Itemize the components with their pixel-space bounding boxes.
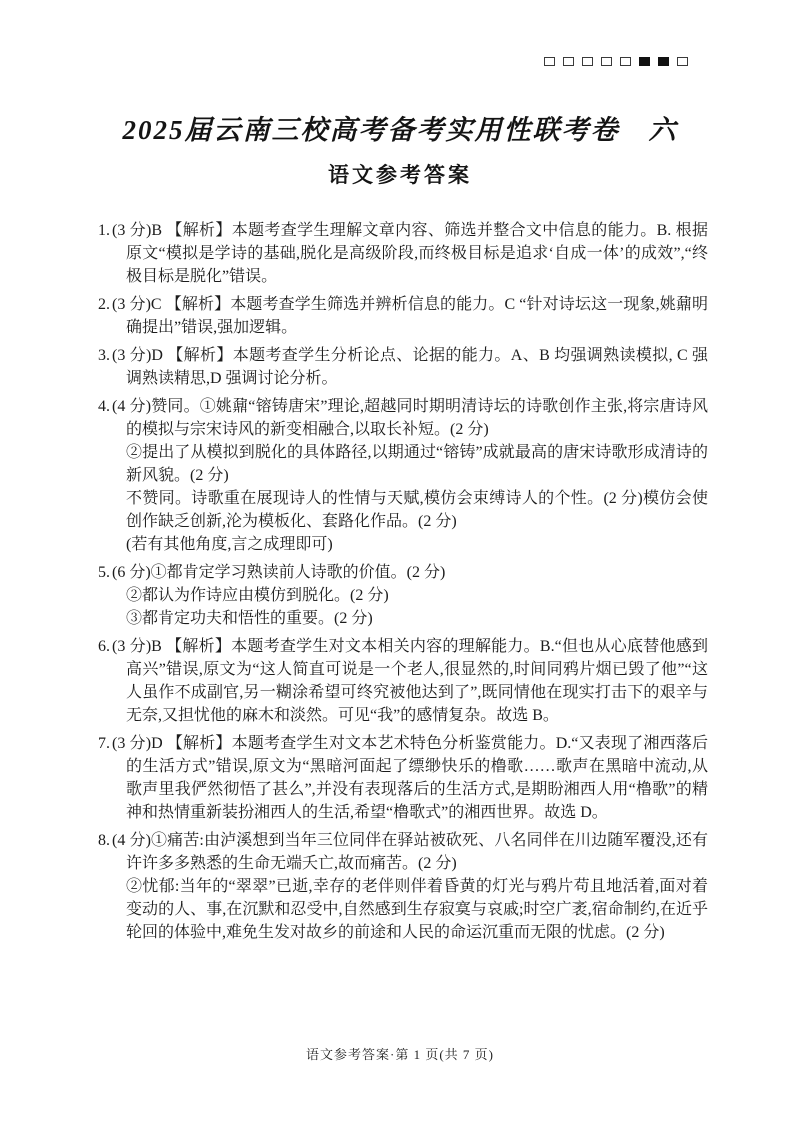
answer-paragraph-first: [98, 344, 708, 390]
answer-paragraph-first: [98, 635, 708, 727]
answer-paragraph-first: [98, 561, 708, 584]
answer-item: [98, 344, 708, 390]
answer-item: [98, 732, 708, 824]
filled-square-mark: [639, 57, 650, 66]
answer-text: (3 分)B 【解析】本题考查学生对文本相关内容的理解能力。B.“但也从心底替他感到高兴”错误,原文为“这人简直可说是一个老人,很显然的,时间同鸦片烟已毁了他”“这人虽作不成副官,另一糊涂希望可终究被他达到了”,既同情他在现实打击下的艰辛与无奈,又担忧他的麻木和淡然。可见“我”的感情复杂。故选 B。: [112, 638, 708, 724]
answer-paragraph-first: [98, 219, 708, 288]
empty-square-mark: [544, 57, 555, 66]
page-subtitle: 语文参考答案: [328, 163, 472, 187]
answer-text: (3 分)B 【解析】本题考查学生理解文章内容、筛选并整合文中信息的能力。B. 根据原文“模拟是学诗的基础,脱化是高级阶段,而终极目标是追求‘自成一体’的成效”,“终极目标是脱化”错误。: [112, 222, 708, 285]
item-number: 4.: [98, 398, 110, 415]
registration-marks: [544, 57, 688, 66]
answer-text: (3 分)C 【解析】本题考查学生筛选并辨析信息的能力。C “针对诗坛这一现象,姚鼐明确提出”错误,强加逻辑。: [112, 296, 708, 336]
empty-square-mark: [601, 57, 612, 66]
answer-text: (3 分)D 【解析】本题考查学生对文本艺术特色分析鉴赏能力。D.“又表现了湘西落后的生活方式”错误,原文为“黑暗河面起了缥缈快乐的橹歌……歌声在黑暗中流动,从歌声里我俨然彻悟了甚么”,并没有表现落后的生活方式,是期盼湘西人用“橹歌”的精神和热情重新装扮湘西人的生活,希望“橹歌式”的湘西世界。故选 D。: [112, 735, 708, 821]
item-number: 5.: [98, 564, 110, 581]
answer-paragraph: ③都肯定功夫和悟性的重要。(2 分): [126, 610, 373, 627]
item-number: 8.: [98, 832, 110, 849]
answer-paragraph: ②提出了从模拟到脱化的具体路径,以期通过“镕铸”成就最高的唐宋诗歌形成清诗的新风貌。(2 分): [126, 444, 708, 484]
answer-paragraph-first: [98, 395, 708, 441]
item-number: 3.: [98, 347, 110, 364]
empty-square-mark: [563, 57, 574, 66]
page-title: 2025届云南三校高考备考实用性联考卷 六: [122, 115, 678, 145]
answer-list: [98, 219, 708, 944]
answer-paragraph-first: [98, 829, 708, 875]
empty-square-mark: [620, 57, 631, 66]
answer-item: [98, 293, 708, 339]
item-number: 7.: [98, 735, 110, 752]
answer-item: [98, 395, 708, 556]
answer-paragraph: 不赞同。诗歌重在展现诗人的性情与天赋,模仿会束缚诗人的个性。(2 分)模仿会使创作缺乏创新,沦为模板化、套路化作品。(2 分): [126, 490, 708, 530]
item-number: 2.: [98, 296, 110, 313]
empty-square-mark: [582, 57, 593, 66]
answer-text: (6 分)①都肯定学习熟读前人诗歌的价值。(2 分): [112, 564, 446, 581]
answer-text: (4 分)①痛苦:由泸溪想到当年三位同伴在驿站被砍死、八名同伴在川边随军覆没,还有许许多多熟悉的生命无端夭亡,故而痛苦。(2 分): [112, 832, 708, 872]
answer-paragraph-first: [98, 293, 708, 339]
answer-text: (4 分)赞同。①姚鼐“镕铸唐宋”理论,超越同时期明清诗坛的诗歌创作主张,将宗唐诗风的模拟与宗宋诗风的新变相融合,以取长补短。(2 分): [112, 398, 708, 438]
answer-item: [98, 561, 708, 630]
empty-square-mark: [677, 57, 688, 66]
answer-paragraph-first: [98, 732, 708, 824]
answer-paragraph: ②都认为作诗应由模仿到脱化。(2 分): [126, 587, 389, 604]
item-number: 6.: [98, 638, 110, 655]
answer-paragraph: ②忧郁:当年的“翠翠”已逝,幸存的老伴则伴着昏黄的灯光与鸦片苟且地活着,面对着变动的人、事,在沉默和忍受中,自然感到生存寂寞与哀戚;时空广袤,宿命制约,在近乎轮回的体验中,难免生发对故乡的前途和人民的命运沉重而无限的忧虑。(2 分): [126, 878, 708, 941]
answer-item: [98, 635, 708, 727]
answer-text: (3 分)D 【解析】本题考查学生分析论点、论据的能力。A、B 均强调熟读模拟, C 强调熟读精思,D 强调讨论分析。: [112, 347, 708, 387]
answer-paragraph: (若有其他角度,言之成理即可): [126, 536, 333, 553]
page-footer: 语文参考答案·第 1 页(共 7 页): [306, 1047, 494, 1062]
item-number: 1.: [98, 222, 110, 239]
answer-item: [98, 219, 708, 288]
filled-square-mark: [658, 57, 669, 66]
answer-item: [98, 829, 708, 944]
